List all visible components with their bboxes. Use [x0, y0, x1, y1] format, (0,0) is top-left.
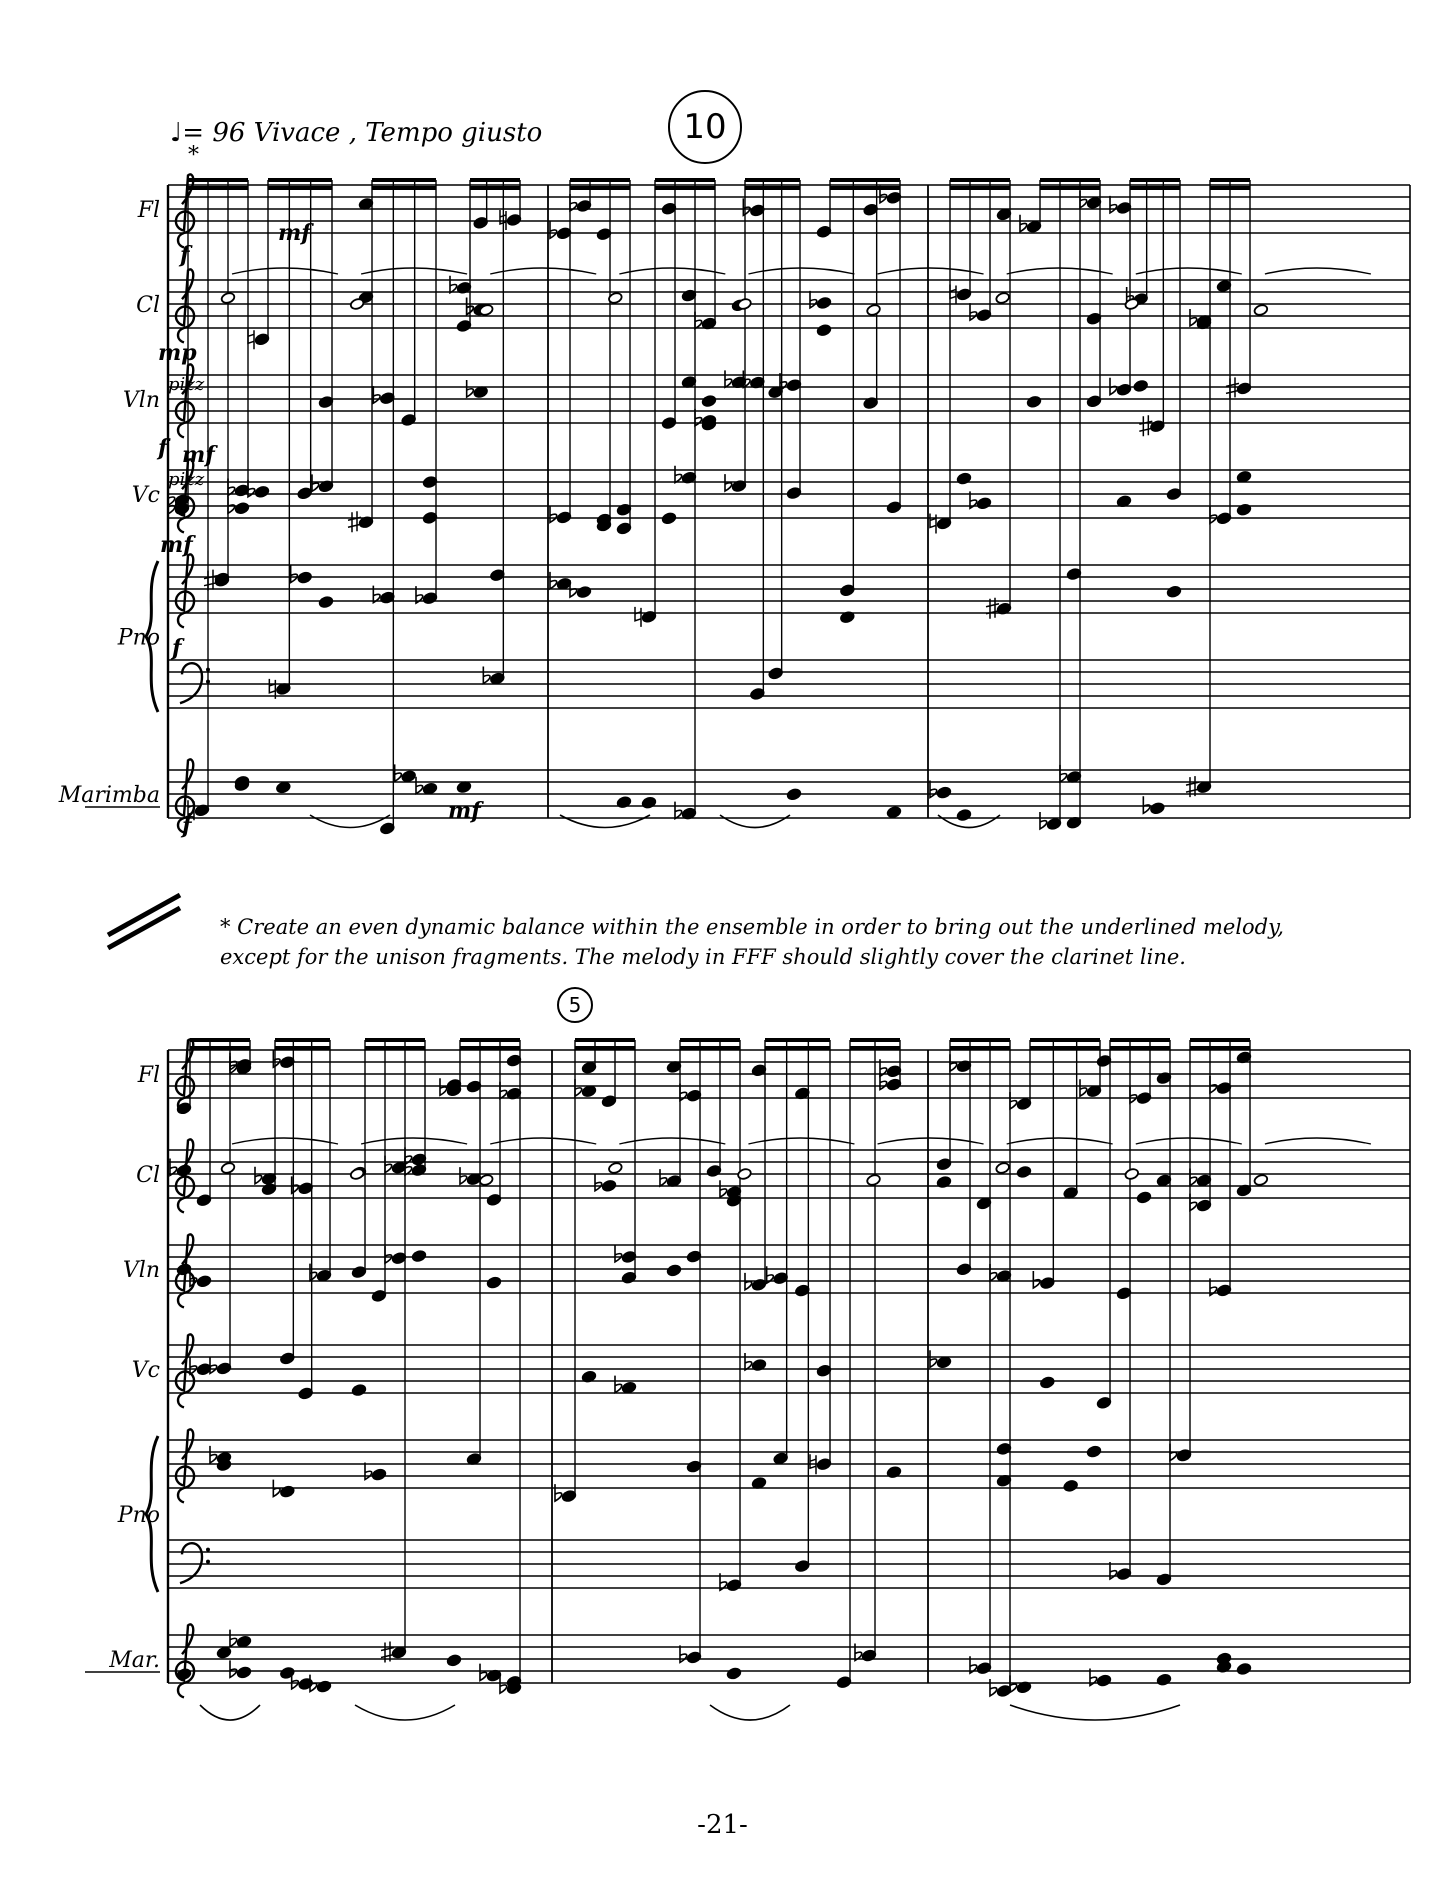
note-head — [601, 1179, 616, 1192]
page-number: -21- — [697, 1810, 748, 1840]
note-head — [371, 1468, 386, 1481]
pizz-marking: pizz — [168, 469, 205, 490]
note-head — [601, 1095, 616, 1108]
system-1 — [58, 174, 1410, 839]
note-head — [1086, 395, 1101, 408]
tie-slur — [490, 268, 596, 274]
flat-accidental — [680, 1645, 687, 1662]
note-head — [936, 786, 951, 799]
flat-accidental — [385, 1156, 392, 1173]
note-head — [976, 1662, 991, 1675]
sharp-accidental — [1226, 377, 1239, 398]
slur — [310, 815, 390, 828]
tie-slur — [878, 268, 984, 274]
note-head — [836, 1676, 851, 1689]
flat-accidental — [550, 572, 557, 589]
note-head — [816, 296, 831, 309]
flat-accidental — [1033, 1271, 1040, 1288]
note-head — [726, 1667, 741, 1680]
note-head — [236, 1666, 251, 1679]
note-head — [234, 502, 249, 515]
note-head — [216, 1362, 231, 1375]
note-head — [1156, 1573, 1171, 1586]
note-head — [1116, 1568, 1131, 1581]
clarinet-note — [349, 1168, 364, 1181]
note-head — [840, 584, 855, 597]
flat-accidental — [373, 586, 380, 603]
note-head — [581, 1061, 596, 1074]
note-head — [254, 333, 269, 346]
note-head — [701, 395, 716, 408]
note-head — [661, 417, 676, 430]
flat-accidental — [930, 1350, 937, 1367]
instrument-label: Marimba — [58, 783, 160, 808]
note-head — [1026, 220, 1041, 233]
note-head — [576, 199, 591, 212]
note-head — [816, 1458, 831, 1471]
footnote-line-1: * Create an even dynamic balance within the ensemble in order to bring out the underlined melody, — [220, 915, 1284, 939]
note-head — [773, 1452, 788, 1465]
tie-slur — [1265, 268, 1371, 274]
flat-accidental — [500, 1082, 507, 1099]
note-head — [1196, 1199, 1211, 1212]
note-head — [411, 1250, 426, 1263]
note-head — [486, 1276, 501, 1289]
sharp-accidental — [1139, 415, 1152, 436]
flat-accidental — [550, 505, 557, 522]
natural-accidental — [635, 607, 641, 627]
note-head — [401, 770, 416, 783]
note-head — [795, 1560, 810, 1573]
note-head — [956, 1263, 971, 1276]
note-head — [1216, 1284, 1231, 1297]
note-head — [456, 319, 471, 332]
flat-accidental — [1060, 765, 1067, 782]
note-head — [976, 309, 991, 322]
tie-slur — [1136, 268, 1242, 274]
note-head — [641, 796, 656, 809]
clarinet-note — [1253, 1174, 1268, 1187]
flat-accidental — [228, 496, 235, 513]
clarinet-note — [1253, 304, 1268, 317]
note-head — [1176, 1449, 1191, 1462]
flat-accidental — [675, 466, 682, 483]
flat-accidental — [1080, 191, 1087, 208]
note-head — [473, 216, 488, 229]
measure-number-marker — [557, 987, 593, 1023]
flat-accidental — [555, 1484, 562, 1501]
flat-accidental — [190, 1269, 197, 1286]
instrument-label: Cl — [136, 293, 160, 318]
note-head — [1026, 395, 1041, 408]
bass-clef-icon — [180, 663, 202, 703]
flat-accidental — [1190, 309, 1197, 326]
note-head — [1040, 1376, 1055, 1389]
note-head — [886, 1078, 901, 1091]
natural-accidental — [950, 284, 956, 304]
note-head — [686, 1651, 701, 1664]
instrument-label: Fl — [137, 1063, 160, 1088]
note-head — [886, 501, 901, 514]
flat-accidental — [675, 802, 682, 819]
flat-accidental — [385, 1246, 392, 1263]
tie-slur — [748, 268, 854, 274]
instrument-label: Pno — [117, 625, 160, 651]
flat-accidental — [255, 1167, 262, 1184]
slur — [560, 815, 650, 828]
flat-accidental — [230, 1630, 237, 1647]
flat-accidental — [930, 781, 937, 798]
flat-accidental — [1040, 812, 1047, 829]
flat-accidental — [1010, 1092, 1017, 1109]
note-head — [276, 781, 291, 794]
clarinet-note — [995, 292, 1010, 305]
note-head — [176, 1668, 191, 1681]
note-head — [380, 822, 395, 835]
tie-slur — [619, 268, 725, 274]
note-head — [1086, 1445, 1101, 1458]
note-head — [236, 1635, 251, 1648]
dynamic-marking: mf — [182, 442, 215, 468]
flat-accidental — [725, 370, 732, 387]
tie-slur — [490, 1138, 596, 1144]
instrument-label: Vln — [122, 388, 160, 413]
clarinet-note — [479, 1174, 494, 1187]
note-head — [422, 592, 437, 605]
performance-footnote — [220, 912, 1370, 972]
note-head — [786, 487, 801, 500]
note-head — [1166, 585, 1181, 598]
natural-accidental — [248, 329, 254, 349]
note-head — [401, 413, 416, 426]
note-head — [576, 586, 591, 599]
flat-accidental — [365, 1463, 372, 1480]
flat-accidental — [1190, 1168, 1197, 1185]
note-head — [297, 571, 312, 584]
flat-accidental — [595, 1174, 602, 1191]
note-head — [280, 1352, 295, 1365]
instrument-label: Vc — [131, 483, 160, 508]
note-head — [176, 1164, 191, 1177]
slur — [1010, 1705, 1180, 1720]
note-head — [506, 213, 521, 226]
dynamic-marking: f — [172, 635, 182, 661]
note-head — [1040, 1277, 1055, 1290]
note-head — [196, 1275, 211, 1288]
note-head — [706, 1164, 721, 1177]
staff — [168, 565, 1410, 613]
clarinet-note — [349, 298, 364, 311]
flat-accidental — [660, 1169, 667, 1186]
note-head — [1156, 1673, 1171, 1686]
note-head — [886, 806, 901, 819]
note-head — [196, 1194, 211, 1207]
note-head — [261, 1183, 276, 1196]
flat-accidental — [483, 667, 490, 684]
slur — [355, 1705, 455, 1720]
note-head — [726, 1579, 741, 1592]
measure-number: 5 — [568, 993, 582, 1017]
clarinet-note — [1124, 1168, 1139, 1181]
flat-accidental — [1210, 506, 1217, 523]
flat-accidental — [1130, 1086, 1137, 1103]
dynamic-marking: f — [180, 242, 190, 268]
note-head — [816, 225, 831, 238]
note-head — [486, 1193, 501, 1206]
dynamic-marking: mf — [448, 798, 481, 824]
clarinet-note — [995, 1162, 1010, 1175]
note-head — [1166, 488, 1181, 501]
note-head — [616, 522, 631, 535]
dynamic-marking: f — [182, 813, 192, 839]
flat-accidental — [230, 1660, 237, 1677]
note-head — [1016, 1165, 1031, 1178]
flat-accidental — [460, 1167, 467, 1184]
staff — [168, 660, 1410, 708]
footnote-marker: * — [188, 143, 199, 168]
note-head — [1046, 818, 1061, 831]
system-2 — [85, 1039, 1410, 1720]
note-head — [280, 1485, 295, 1498]
bass-clef-dot — [206, 1560, 210, 1564]
note-head — [750, 687, 765, 700]
note-head — [936, 1158, 951, 1171]
clarinet-note — [220, 1162, 235, 1175]
note-head — [1096, 1674, 1111, 1687]
flat-accidental — [810, 291, 817, 308]
flat-accidental — [695, 312, 702, 329]
flat-accidental — [210, 1446, 217, 1463]
flat-accidental — [720, 1180, 727, 1197]
flat-accidental — [373, 386, 380, 403]
note-head — [556, 511, 571, 524]
note-head — [1063, 1479, 1078, 1492]
note-head — [956, 472, 971, 485]
clarinet-note — [866, 1174, 881, 1187]
dynamic-marking: mf — [160, 532, 193, 558]
note-head — [1150, 802, 1165, 815]
bass-clef-dot — [206, 1548, 210, 1552]
note-head — [280, 1667, 295, 1680]
note-head — [490, 672, 505, 685]
clarinet-note — [737, 1168, 752, 1181]
note-head — [216, 1646, 231, 1659]
note-head — [316, 1680, 331, 1693]
flat-accidental — [1110, 196, 1117, 213]
flat-accidental — [170, 1158, 177, 1175]
note-head — [297, 487, 312, 500]
note-head — [1096, 1396, 1111, 1409]
flat-accidental — [480, 1664, 487, 1681]
footnote-line-2: except for the unison fragments. The melody in FFF should slightly cover the clarinet line. — [220, 945, 1186, 969]
flat-accidental — [312, 474, 319, 491]
tie-slur — [232, 1138, 338, 1144]
note-head — [666, 1264, 681, 1277]
flat-accidental — [190, 1357, 197, 1374]
note-head — [861, 1649, 876, 1662]
tie-slur — [361, 1138, 467, 1144]
pizz-marking: pizz — [168, 374, 205, 395]
flat-accidental — [291, 566, 298, 583]
flat-accidental — [615, 1245, 622, 1262]
note-head — [768, 667, 783, 680]
note-head — [1016, 1097, 1031, 1110]
tie-slur — [1265, 1138, 1371, 1144]
flat-accidental — [1190, 1194, 1197, 1211]
flat-accidental — [990, 1264, 997, 1281]
tempo-marking: ♩= 96 Vivace , Tempo giusto — [170, 118, 543, 148]
flat-accidental — [1020, 215, 1027, 232]
staff — [168, 1540, 1410, 1588]
note-head — [254, 485, 269, 498]
note-head — [956, 809, 971, 822]
flat-accidental — [210, 1356, 217, 1373]
flat-accidental — [450, 276, 457, 293]
slur — [710, 1705, 790, 1720]
note-head — [786, 788, 801, 801]
note-head — [351, 1266, 366, 1279]
flat-accidental — [1143, 796, 1150, 813]
instrument-label: Vc — [131, 1358, 160, 1383]
clarinet-note — [866, 304, 881, 317]
note-head — [371, 1289, 386, 1302]
note-head — [318, 596, 333, 609]
instrument-label: Pno — [117, 1503, 160, 1528]
flat-accidental — [228, 478, 235, 495]
flat-accidental — [416, 777, 423, 794]
flat-accidental — [1210, 1076, 1217, 1093]
flat-accidental — [970, 303, 977, 320]
note-head — [1236, 1662, 1251, 1675]
staff — [168, 185, 1410, 233]
staff — [168, 1345, 1410, 1393]
staff — [168, 1440, 1410, 1488]
flat-accidental — [1080, 1079, 1087, 1096]
sharp-accidental — [348, 511, 361, 532]
flat-accidental — [990, 1679, 997, 1696]
note-head — [621, 1381, 636, 1394]
note-head — [1116, 383, 1131, 396]
clarinet-note — [737, 298, 752, 311]
clarinet-note — [220, 292, 235, 305]
flat-accidental — [550, 221, 557, 238]
note-head — [661, 512, 676, 525]
dynamic-marking: mp — [158, 340, 197, 366]
note-head — [1216, 512, 1231, 525]
note-head — [816, 324, 831, 337]
instrument-label: Vln — [122, 1258, 160, 1283]
bass-clef-icon — [180, 1543, 202, 1583]
dynamic-marking: f — [158, 435, 168, 461]
note-head — [561, 1490, 576, 1503]
flat-accidental — [855, 1644, 862, 1661]
note-head — [446, 1654, 461, 1667]
note-head — [298, 1387, 313, 1400]
tie-slur — [1007, 1138, 1113, 1144]
instrument-label: Mar. — [109, 1648, 160, 1673]
note-head — [936, 517, 951, 530]
note-head — [621, 1271, 636, 1284]
slur — [200, 1705, 260, 1720]
clarinet-note — [608, 1162, 623, 1175]
flat-accidental — [500, 1676, 507, 1693]
flat-accidental — [395, 764, 402, 781]
slur — [720, 815, 790, 828]
note-head — [1136, 1092, 1151, 1105]
note-head — [1236, 503, 1251, 516]
note-head — [351, 1384, 366, 1397]
tie-slur — [878, 1138, 984, 1144]
note-head — [1136, 1191, 1151, 1204]
instrument-label: Fl — [137, 198, 160, 223]
flat-accidental — [615, 1376, 622, 1393]
natural-accidental — [930, 513, 936, 533]
flat-accidental — [575, 1079, 582, 1096]
rehearsal-mark-number: 10 — [683, 107, 727, 147]
system-divider — [108, 895, 180, 948]
tie-slur — [1136, 1138, 1242, 1144]
note-head — [316, 1269, 331, 1282]
note-head — [956, 288, 971, 301]
dynamic-marking: mf — [278, 220, 311, 246]
note-head — [976, 497, 991, 510]
flat-accidental — [745, 1353, 752, 1370]
instrument-label: Cl — [136, 1163, 160, 1188]
note-head — [1133, 379, 1148, 392]
flat-accidental — [467, 380, 474, 397]
